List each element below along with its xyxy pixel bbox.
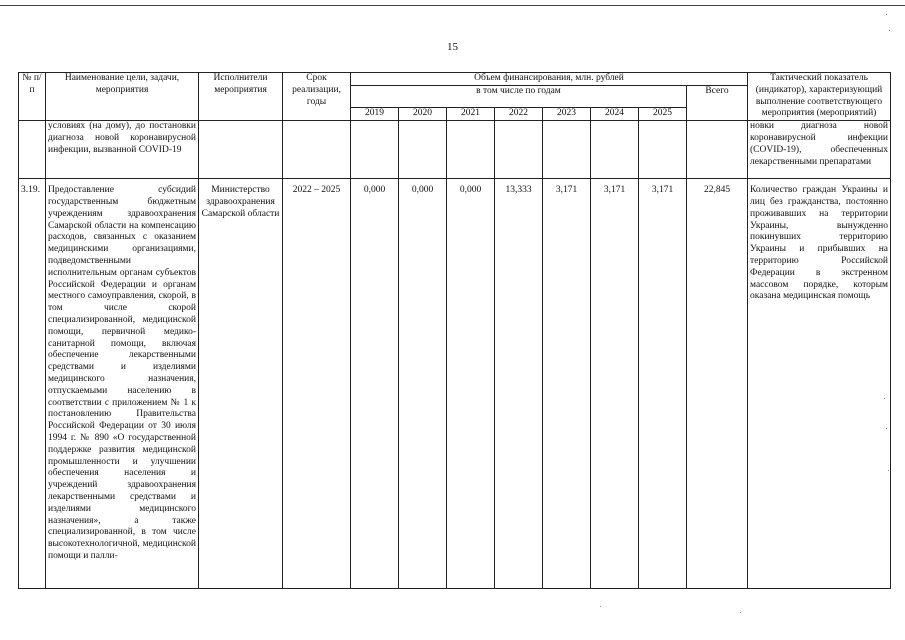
- row-value-2021: 0,000: [447, 179, 495, 589]
- page-number: 15: [447, 41, 458, 53]
- scan-speck: [889, 30, 890, 31]
- row-num: 3.19.: [19, 179, 46, 589]
- header-year-2021: 2021: [447, 108, 495, 121]
- row-term: 2022 – 2025: [283, 179, 351, 589]
- continuation-name: условиях (на дому), до постановки диагноза новой коронавирусной инфекции, вызванной COVID-19: [46, 121, 199, 179]
- row-value-2019: 0,000: [351, 179, 399, 589]
- program-table: [18, 72, 891, 589]
- header-num: № п/п: [19, 73, 46, 121]
- row-value-2022: 13,333: [495, 179, 543, 589]
- row-value-2024: 3,171: [591, 179, 639, 589]
- header-by-years: в том числе по годам: [351, 85, 687, 108]
- row-executor: Министерство здравоохранения Самарской области: [199, 179, 283, 589]
- header-term: Срок реализации, годы: [283, 73, 351, 121]
- header-funding: Объем финансирования, млн. рублей: [351, 73, 748, 86]
- header-indicator: Тактический показатель (индикатор), характеризующий выполнение соответствующего мероприятия (мероприятий): [748, 73, 891, 121]
- header-name: Наименование цели, задачи, мероприятия: [46, 73, 199, 121]
- continuation-row: [19, 121, 891, 179]
- scan-speck: [886, 14, 887, 15]
- scan-speck: [600, 606, 601, 607]
- header-year-2024: 2024: [591, 108, 639, 121]
- header-year-2019: 2019: [351, 108, 399, 121]
- row-value-2023: 3,171: [543, 179, 591, 589]
- header-year-2025: 2025: [639, 108, 687, 121]
- header-row-1: [19, 73, 891, 86]
- scan-speck: [886, 428, 887, 429]
- header-year-2023: 2023: [543, 108, 591, 121]
- scan-speck: [884, 398, 885, 399]
- scan-speck: [740, 612, 741, 613]
- header-executors: Исполнители мероприятия: [199, 73, 283, 121]
- header-total: Всего: [687, 85, 748, 120]
- header-year-2022: 2022: [495, 108, 543, 121]
- continuation-indicator: новки диагноза новой коронавирусной инфекции (COVID-19), обеспеченных лекарственными препаратами: [748, 121, 891, 179]
- row-value-2025: 3,171: [639, 179, 687, 589]
- row-name: Предоставление субсидий государственным бюджетным учреждениям здравоохранения Самарской области на компенсацию расходов, связанных с оказанием медицинскими организациями, подведомственными исполнительным органам субъектов Российской Федерации и органам местного самоуправления, скорой, в том числе скорой специализированной, медицинской помощи, первичной медико-санитарной помощи, включая обеспечение лекарственными средствами и изделиями медицинского назначения, отпускаемыми населению в соответствии с приложением № 1 к постановлению Правительства Российской Федерации от 30 июля 1994 г. № 890 «О государственной поддержке развития медицинской промышленности и улучшении обеспечения населения и учреждений здравоохранения лекарственными средствами и изделиями медицинского назначения», а также специализированной, в том числе высокотехнологичной, медицинской помощи и палли-: [46, 179, 199, 589]
- header-year-2020: 2020: [399, 108, 447, 121]
- table-row: [19, 179, 891, 589]
- row-total: 22,845: [687, 179, 748, 589]
- row-indicator: Количество граждан Украины и лиц без гражданства, постоянно проживавших на территории Украины, вынужденно покинувших территорию Украины и прибывших на территорию Российской Федерации в экстренном массовом порядке, которым оказана медицинская помощь: [748, 179, 891, 589]
- row-value-2020: 0,000: [399, 179, 447, 589]
- scan-speck: [888, 470, 889, 471]
- top-rule: [0, 5, 905, 6]
